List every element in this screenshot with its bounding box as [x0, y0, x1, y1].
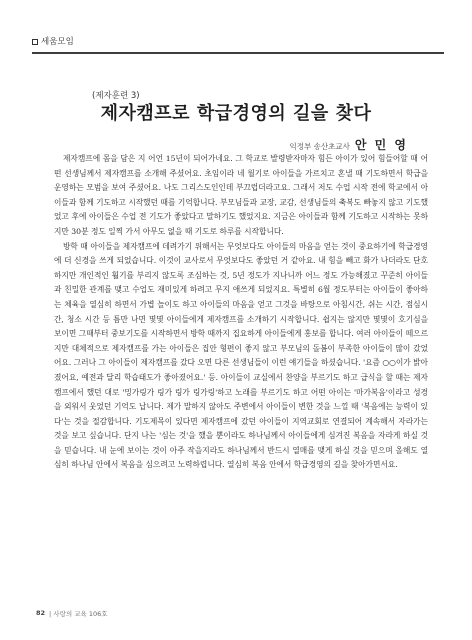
publication-name: | 사랑의 교육 106호 [49, 610, 108, 618]
author-affiliation: 익정부 송산초교사 [289, 142, 350, 151]
body-paragraph-1: 제자캠프에 몸을 담은 지 어언 15년이 되어가네요. 그 학교로 발령받자마자 힘든 아이가 있어 힘들어할 때 어떤 선생님께서 제자캠프를 소개해 주셨어요. 초임이라 네 월기로 아이들을 가르치고 혼낼 때 기도하면서 학급을 운영하는 모범을 보여 주셨어요. 나도 그리스도인인데 부끄럽더라고요. 그래서 저도 수업 시작 전에 학교에서 아이들과 함께 기도하고 시작했던 때를 기억합니다. 부모님들과 교장, 교감, 선생님들의 축복도 빠놓지 않고 기도했었고 후에 아이들은 수업 전 기도가 좋았다고 말하기도 했었지요. 지금은 아이들과 함께 기도하고 시작하는 못하지만 30분 정도 일찍 가서 아무도 없을 때 기도로 하루를 시작합니다. [54, 154, 428, 236]
page-footer [36, 609, 108, 618]
article-title: 제자캠프로 학급경영의 길을 찾다 [100, 103, 372, 124]
author-name: 안 민 영 [354, 138, 408, 152]
body-paragraph-2: 방학 때 아이들을 제자캠프에 데려가기 위해서는 무엇보다도 아이들의 마음을 얻는 것이 중요하기에 학급경영에 더 신경을 쓰게 되었습니다. 이것이 교사로서 무엇보다도 좋았던 거 같아요. 내 힘을 빼고 화가 나더라도 단호하지만 개인적인 훨기를 부리지 않도록 조심하는 것, 5년 정도가 지나니까 어느 정도 가능해졌고 꾸준히 아이들과 친밀한 관계를 맺고 수업도 재미있게 하려고 무지 애쓰게 되었지요. 특별히 6월 정도부터는 아이들이 좋아하는 체육을 열심히 하면서 가볍 놀이도 하고 아이들의 마음을 얻고 그것을 바탕으로 아침시간, 쉬는 시간, 점심시간, 청소 시간 등 틈만 나면 몇몇 아이들에게 제자캠프를 소개하기 시작합니다. 쉽지는 않지만 몇몇이 호기심을 보이면 그때부터 중보기도를 시작하면서 방학 때까지 집요하게 아이들에게 홍보를 합니다. 여러 아이들이 떼으르지만 대체적으로 제자캠프를 가는 아이들은 집안 형편이 좋지 않고 부모님의 돌봄이 부족한 아이들이 많이 갔었어요. 그러나 그 아이들이 제자캠프를 갔다 오면 다른 선생님들이 이런 얘기들을 하셨습니다. '요즘 ○○이가 밝아졌어요, 예전과 달리 학습태도가 좋아졌어요.' 등. 아이들이 교실에서 찬양을 부르기도 하고 급식을 할 때는 제자캠프에서 했던 대로 '밍가링가 링가 링가 링가링'하고 노래를 부르기도 하고 어떤 아이는 '마가복음'이라고 성경을 외워서 웃었던 기억도 납니다. 제가 말하지 않아도 주변에서 아이들이 변한 것을 느낄 때 '복음에는 능력이 있다'는 것을 절감합니다. 기도제목이 있다면 제자캠프에 갔던 아이들이 지역교회로 연결되어 계속해서 자라가는 것을 보고 싶습니다. 단지 나는 '심는 것'을 했을 뿐이라도 하나님께서 아이들에게 심겨진 복음을 자라게 하실 것을 믿습니다. 내 눈에 보이는 것이 아주 작을지라도 하나님께서 반드시 열매를 맺게 하실 것을 믿으며 올해도 열심히 하나님 안에서 복음을 심으려고 노력하렵니다. 열심히 복음 안에서 학급경영의 길을 찾아가면서요. [54, 241, 428, 470]
page-header [32, 36, 444, 54]
section-label [32, 36, 74, 48]
article-kicker: (제자훈련 3) [92, 91, 140, 101]
square-bullet-icon [32, 39, 38, 45]
article-body [54, 152, 428, 473]
author-byline [290, 136, 408, 153]
page-number: 82 [36, 609, 46, 617]
section-name: 세움모임 [41, 37, 74, 47]
